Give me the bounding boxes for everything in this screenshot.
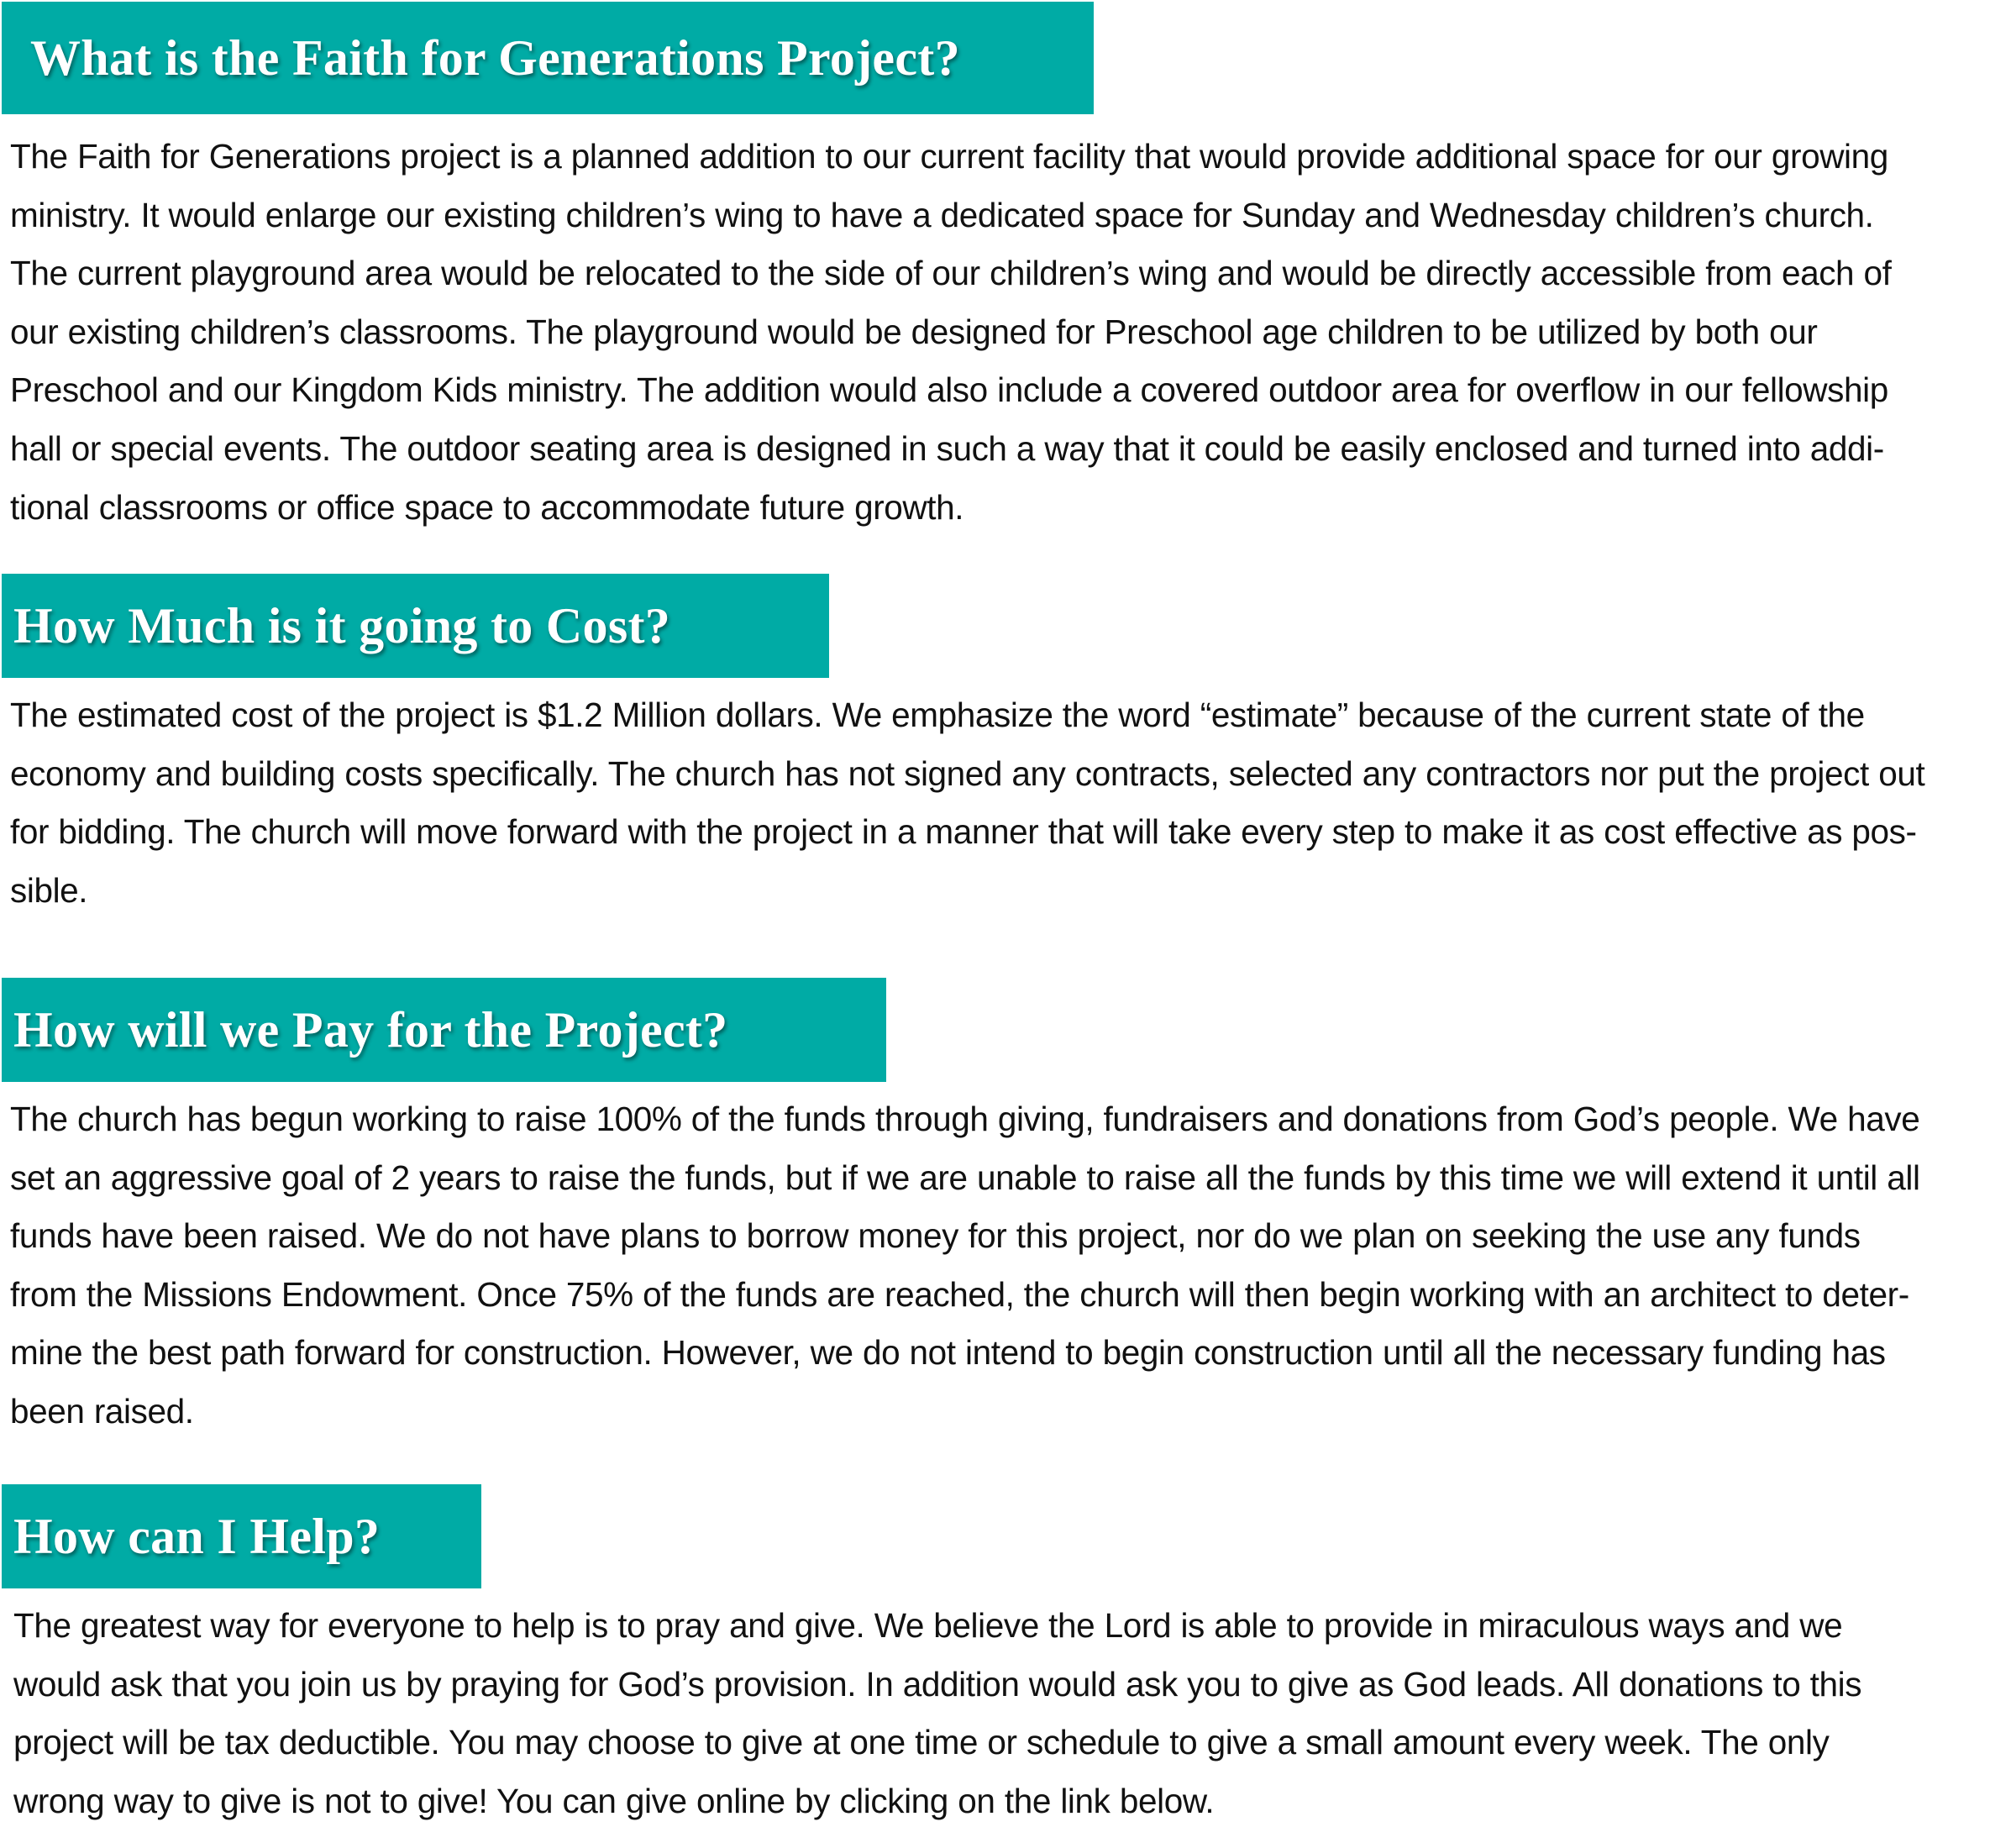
section-body-cost (10, 686, 2003, 920)
paragraph-line: project will be tax deductible. You may choose to give at one time or schedule to give a small amount every week. The only (13, 1723, 1830, 1762)
section-body-help (13, 1597, 2006, 1830)
paragraph-line: set an aggressive goal of 2 years to raise the funds, but if we are unable to raise all the funds by this time we will extend it until all (10, 1158, 1920, 1197)
section-heading-text: How Much is it going to Cost? (13, 598, 671, 654)
paragraph-line: The estimated cost of the project is $1.2 Million dollars. We emphasize the word “estimate” because of the current state of the (10, 696, 1865, 734)
paragraph-line: The greatest way for everyone to help is to pray and give. We believe the Lord is able to provide in miraculous ways and we (13, 1606, 1843, 1645)
section-body-pay (10, 1090, 2003, 1441)
section-heading-pay (2, 978, 886, 1082)
paragraph-line: mine the best path forward for construction. However, we do not intend to begin construction until all the necessary funding has (10, 1333, 1886, 1373)
paragraph-line: The current playground area would be relocated to the side of our children’s wing and would be directly accessible from each of (10, 254, 1892, 293)
section-heading-help (2, 1484, 481, 1588)
paragraph-line: would ask that you join us by praying for God’s provision. In addition would ask you to give as God leads. All donations to this (13, 1664, 1862, 1704)
section-heading-cost (2, 574, 829, 678)
paragraph-line: our existing children’s classrooms. The playground would be designed for Preschool age children to be utilized by both our (10, 312, 1818, 351)
paragraph-line: ministry. It would enlarge our existing children’s wing to have a dedicated space for Sunday and Wednesday children’s church. (10, 195, 1874, 234)
paragraph-line: for bidding. The church will move forward with the project in a manner that will take every step to make it as cost effective as pos- (10, 812, 1917, 852)
section-heading-what-is-project (2, 2, 1094, 114)
paragraph-line: Preschool and our Kingdom Kids ministry. The addition would also include a covered outdoor area for overflow in our fellowship (10, 370, 1888, 410)
paragraph-line: from the Missions Endowment. Once 75% of the funds are reached, the church will then begin working with an architect to deter- (10, 1274, 1909, 1314)
section-heading-text: How will we Pay for the Project? (13, 1002, 728, 1058)
paragraph-line: The Faith for Generations project is a planned addition to our current facility that would provide additional space for our growing (10, 137, 1888, 176)
paragraph-line: The church has begun working to raise 100% of the funds through giving, fundraisers and donations from God’s people. We have (10, 1100, 1920, 1138)
paragraph-line: been raised. (10, 1391, 194, 1431)
paragraph-line: sible. (10, 870, 88, 910)
paragraph-line: tional classrooms or office space to accommodate future growth. (10, 487, 964, 527)
paragraph-line: funds have been raised. We do not have plans to borrow money for this project, nor do we plan on seeking the use any funds (10, 1216, 1861, 1256)
paragraph-line: wrong way to give is not to give! You can give online by clicking on the link below. (13, 1781, 1215, 1820)
paragraph-line: economy and building costs specifically. The church has not signed any contracts, selected any contractors nor put the project out (10, 753, 1925, 793)
section-body-what-is-project (10, 128, 2003, 537)
paragraph-line: hall or special events. The outdoor seating area is designed in such a way that it could be easily enclosed and turned into addi- (10, 428, 1884, 468)
section-heading-text: How can I Help? (13, 1509, 381, 1564)
section-heading-text: What is the Faith for Generations Project? (30, 30, 960, 86)
